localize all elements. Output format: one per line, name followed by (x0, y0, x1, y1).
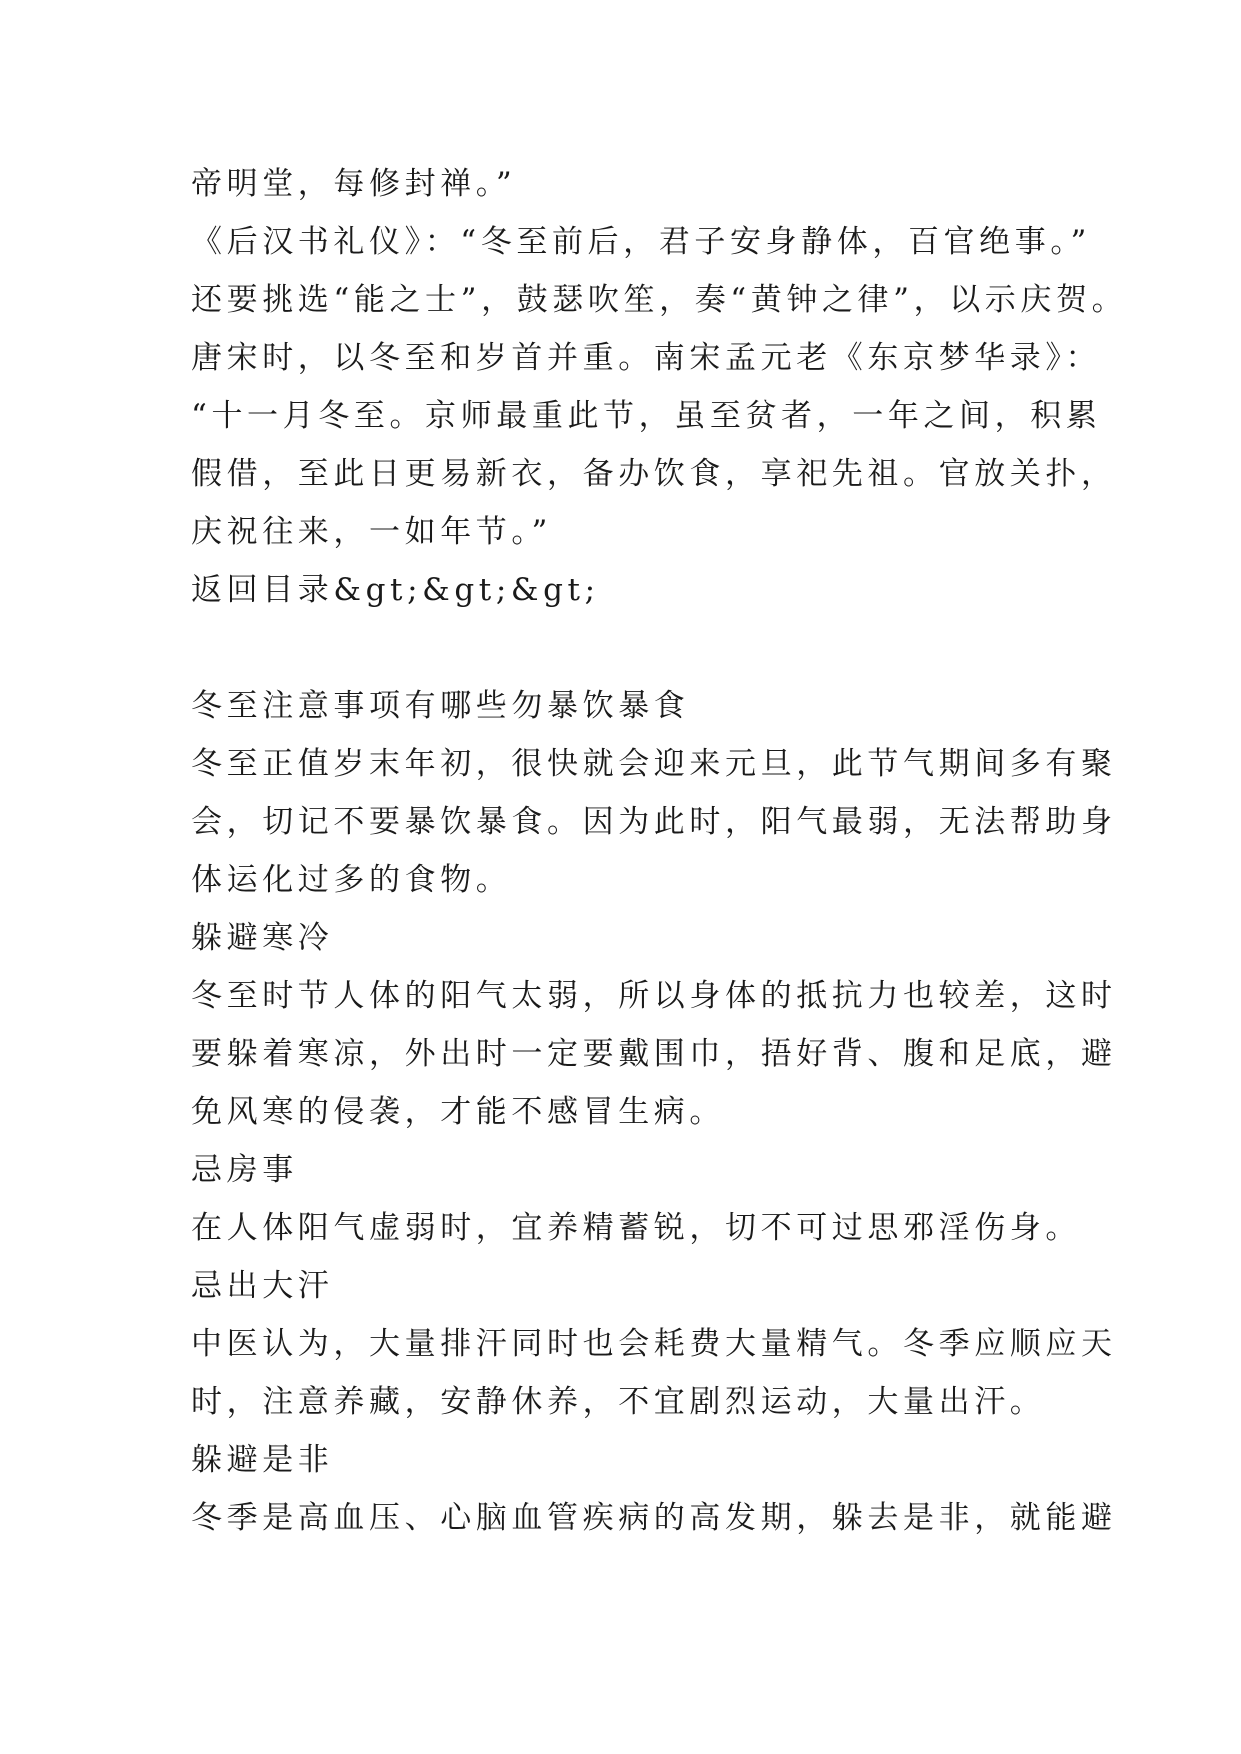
text-line: 免风寒的侵袭，才能不感冒生病。 (191, 1094, 725, 1130)
text-line: 还要挑选“能之士”，鼓瑟吹笙，奏“黄钟之律”，以示庆贺。 (191, 282, 1128, 318)
text-line: 在人体阳气虚弱时，宜养精蓄锐，切不可过思邪淫伤身。 (191, 1210, 1081, 1246)
back-to-contents-link[interactable]: 返回目录&gt;&gt;&gt; (191, 572, 600, 608)
text-line: “十一月冬至。京师最重此节，虽至贫者，一年之间，积累 (191, 398, 1102, 434)
text-line: 唐宋时，以冬至和岁首并重。南宋孟元老《东京梦华录》： (191, 340, 1102, 376)
subheading: 忌房事 (191, 1152, 298, 1188)
blank-line (191, 619, 1071, 677)
text-line: 帝明堂，每修封禅。” (191, 166, 517, 202)
text-line: 《后汉书礼仪》：“冬至前后，君子安身静体，百官绝事。” (191, 224, 1091, 260)
text-line: 要躲着寒凉，外出时一定要戴围巾，捂好背、腹和足底，避 (191, 1036, 1117, 1072)
subheading: 躲避寒冷 (191, 920, 334, 956)
text-line: 时，注意养藏，安静休养，不宜剧烈运动，大量出汗。 (191, 1384, 1046, 1420)
text-line: 中医认为，大量排汗同时也会耗费大量精气。冬季应顺应天 (191, 1326, 1117, 1362)
text-line: 庆祝往来，一如年节。” (191, 514, 552, 550)
text-line: 假借，至此日更易新衣，备办饮食，享祀先祖。官放关扑， (191, 456, 1117, 492)
text-line: 冬至时节人体的阳气太弱，所以身体的抵抗力也较差，这时 (191, 978, 1117, 1014)
subheading: 忌出大汗 (191, 1268, 334, 1304)
section-heading: 冬至注意事项有哪些勿暴饮暴食 (191, 688, 690, 724)
document-body (191, 155, 1128, 1547)
text-line: 冬至正值岁末年初，很快就会迎来元旦，此节气期间多有聚 (191, 746, 1117, 782)
subheading: 躲避是非 (191, 1442, 334, 1478)
text-line: 冬季是高血压、心脑血管疾病的高发期，躲去是非，就能避 (191, 1500, 1117, 1536)
text-line: 会，切记不要暴饮暴食。因为此时，阳气最弱，无法帮助身 (191, 804, 1117, 840)
text-line: 体运化过多的食物。 (191, 862, 512, 898)
